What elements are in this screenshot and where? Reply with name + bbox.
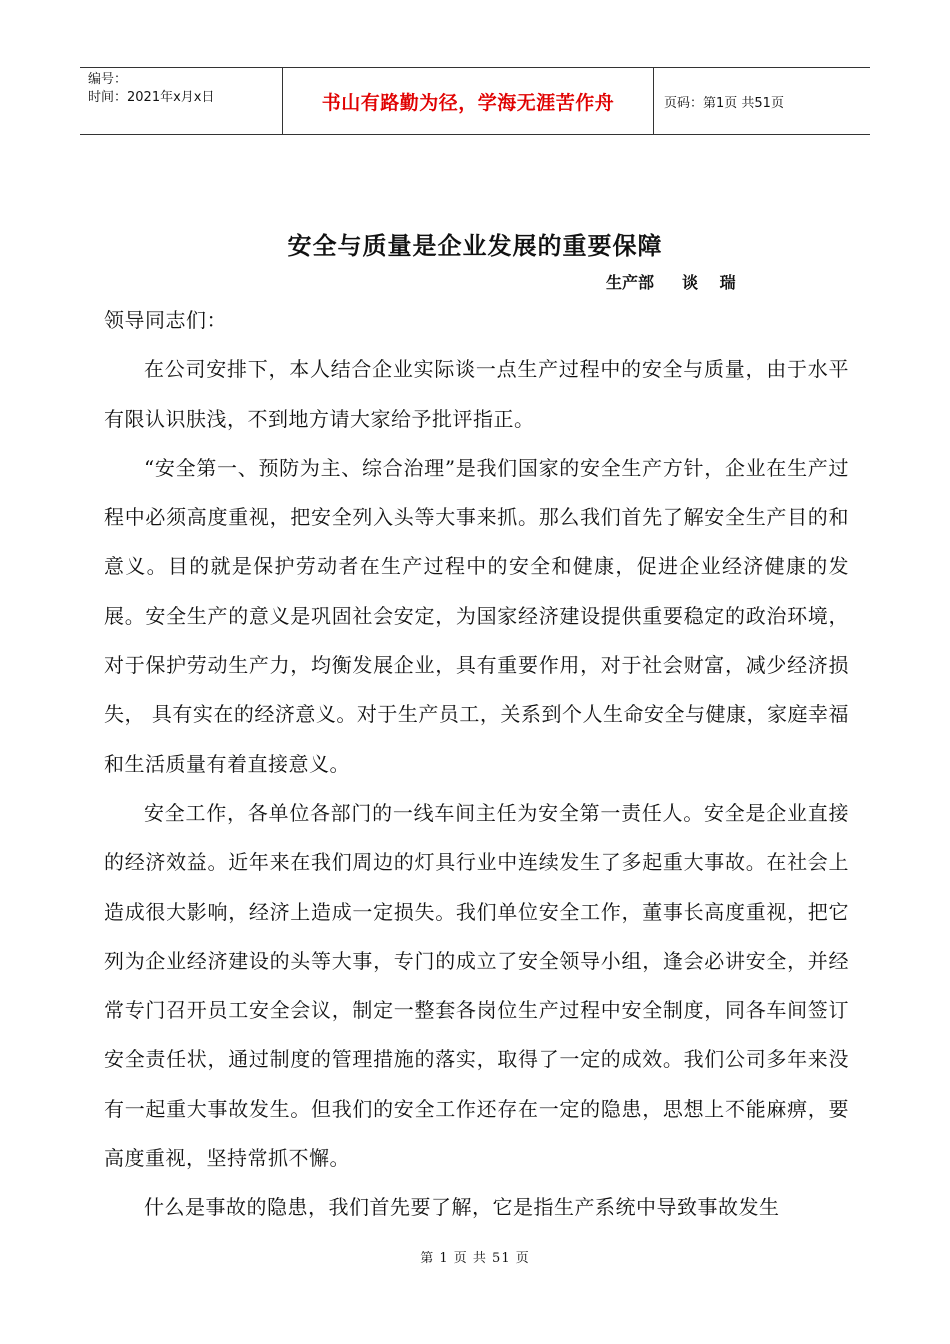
document-title: 安全与质量是企业发展的重要保障 [287, 232, 663, 260]
number-label: 编号： [88, 72, 128, 87]
page-footer: 第 1 页 共 51 页 [420, 1251, 530, 1266]
header-motto: 书山有路勤为径，学海无涯苦作舟 [282, 68, 654, 134]
body-paragraph: 在公司安排下，本人结合企业实际谈一点生产过程中的安全与质量，由于水平有限认识肤浅，不到地方请大家给予批评指正。 [104, 357, 849, 431]
body-paragraph: 什么是事故的隐患，我们首先要了解，它是指生产系统中导致事故发生 [144, 1195, 780, 1220]
body-paragraph: 安全工作，各单位各部门的一线车间主任为安全第一责任人。安全是企业直接的经济效益。近年来在我们周边的灯具行业中连续发生了多起重大事故。在社会上造成很大影响，经济上造成一定损失。我们单位安全工作，董事长高度重视，把它列为企业经济建设的头等大事，专门的成立了安全领导小组，逢会必讲安全，并经常专门召开员工安全会议，制定一整套各岗位生产过程中安全制度，同各车间签订安全责任状，通过制度的管理措施的落实，取得了一定的成效。我们公司多年来没有一起重大事故发生。但我们的安全工作还存在一定的隐患，思想上不能麻痹，要高度重视，坚持常抓不懈。 [104, 800, 849, 1171]
body-paragraph: “安全第一、预防为主、综合治理”是我们国家的安全生产方针，企业在生产过程中必须高度重视，把安全列入头等大事来抓。那么我们首先了解安全生产目的和意义。目的就是保护劳动者在生产过程中的安全和健康，促进企业经济健康的发展。安全生产的意义是巩固社会安定，为国家经济建设提供重要稳定的政治环境，对于保护劳动生产力，均衡发展企业，具有重要作用，对于社会财富，减少经济损失， 具有实在的经济意义。对于生产员工，关系到个人生命安全与健康，家庭幸福和生活质量有着直接意义。 [104, 455, 849, 776]
page-header [80, 67, 870, 135]
document-body [104, 296, 849, 1233]
header-meta [80, 68, 282, 134]
header-page-info: 页码：第1页 共51页 [664, 95, 784, 111]
author-name: 谈 瑞 [682, 273, 744, 292]
author-line [606, 270, 744, 293]
greeting: 领导同志们： [104, 308, 227, 332]
time-label: 时间：2021年x月x日 [88, 90, 215, 105]
author-department: 生产部 [606, 273, 655, 292]
